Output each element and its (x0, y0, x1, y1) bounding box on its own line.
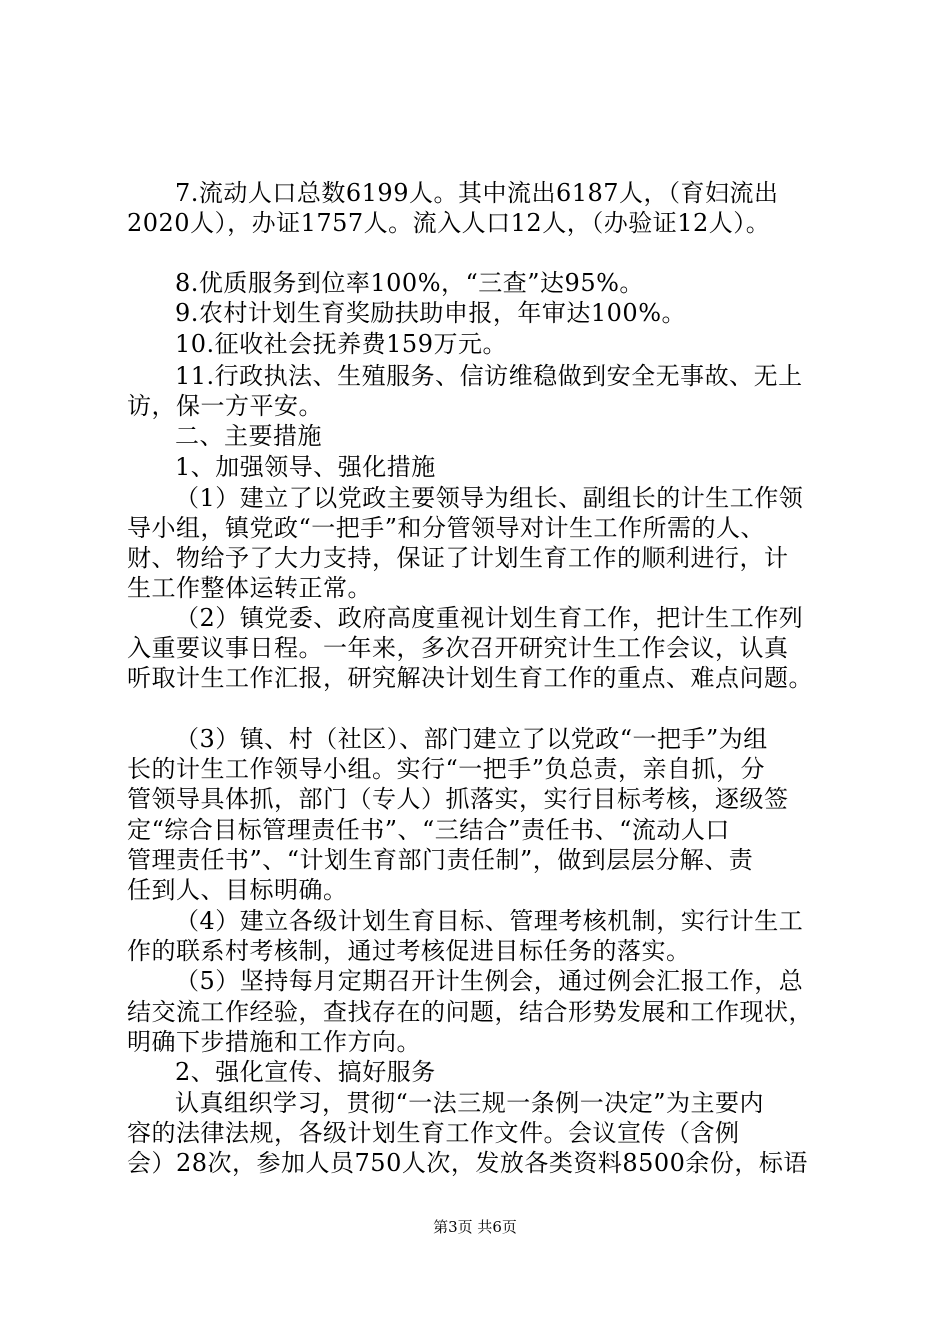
text-line: 认真组织学习，贯彻“一法三规一条例一决定”为主要内 (175, 1089, 765, 1117)
page-footer: 第3页 共6页 (433, 1218, 517, 1236)
text-line: 9.农村计划生育奖励扶助申报，年审达100%。 (175, 299, 687, 327)
text-line: （1）建立了以党政主要领导为组长、副组长的计生工作领 (175, 484, 804, 512)
text-line: （3）镇、村（社区）、部门建立了以党政“一把手”为组 (175, 725, 768, 753)
text-line: （4）建立各级计划生育目标、管理考核机制，实行计生工 (175, 907, 804, 935)
subsection-heading: 1、加强领导、强化措施 (175, 453, 436, 481)
text-line: 10.征收社会抚养费159万元。 (175, 330, 507, 358)
text-line: 导小组，镇党政“一把手”和分管领导对计生工作所需的人、 (127, 514, 766, 542)
text-line: 管领导具体抓，部门（专人）抓落实，实行目标考核，逐级签 (127, 785, 789, 813)
text-line: 任到人、目标明确。 (127, 876, 348, 904)
text-line: 管理责任书”、“计划生育部门责任制”，做到层层分解、责 (127, 846, 754, 874)
text-line: 容的法律法规，各级计划生育工作文件。会议宣传（含例 (127, 1119, 740, 1147)
text-line: 会）28次，参加人员750人次，发放各类资料8500余份，标语 (127, 1149, 808, 1177)
text-line: 生工作整体运转正常。 (127, 574, 372, 602)
text-line: 7.流动人口总数6199人。其中流出6187人，（育妇流出 (175, 179, 779, 207)
text-line: 访，保一方平安。 (127, 392, 323, 420)
text-line: 2020人），办证1757人。流入人口12人，（办验证12人）。 (127, 209, 771, 237)
text-line: （2）镇党委、政府高度重视计划生育工作，把计生工作列 (175, 604, 804, 632)
subsection-heading: 2、强化宣传、搞好服务 (175, 1058, 436, 1086)
section-heading: 二、主要措施 (175, 422, 322, 450)
text-line: （5）坚持每月定期召开计生例会，通过例会汇报工作，总 (175, 967, 804, 995)
text-line: 入重要议事日程。一年来，多次召开研究计生工作会议，认真 (127, 634, 789, 662)
text-line: 听取计生工作汇报，研究解决计划生育工作的重点、难点问题。 (127, 664, 813, 692)
text-line: 财、物给予了大力支持，保证了计划生育工作的顺利进行，计 (127, 544, 789, 572)
text-line: 8.优质服务到位率100%，“三查”达95%。 (175, 269, 644, 297)
text-line: 长的计生工作领导小组。实行“一把手”负总责，亲自抓，分 (127, 755, 766, 783)
text-line: 11.行政执法、生殖服务、信访维稳做到安全无事故、无上 (175, 362, 803, 390)
text-line: 结交流工作经验，查找存在的问题，结合形势发展和工作现状， (127, 998, 813, 1026)
text-line: 定“综合目标管理责任书”、“三结合”责任书、“流动人口 (127, 816, 730, 844)
text-line: 明确下步措施和工作方向。 (127, 1028, 421, 1056)
text-line: 作的联系村考核制，通过考核促进目标任务的落实。 (127, 937, 691, 965)
